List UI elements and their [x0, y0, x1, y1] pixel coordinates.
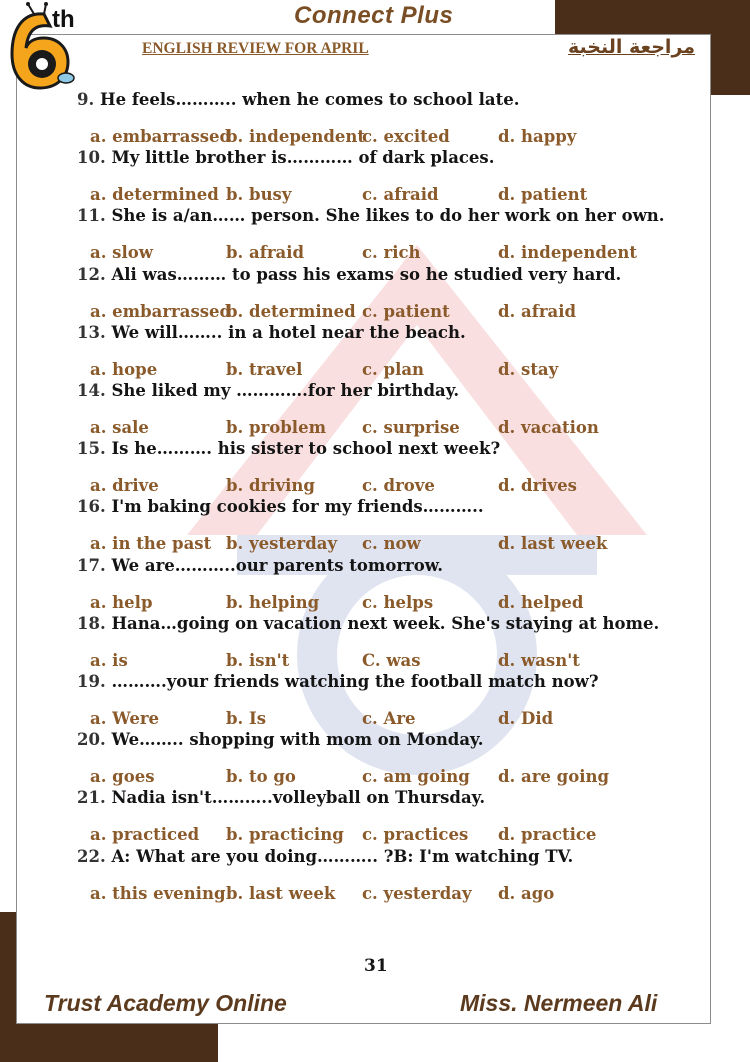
- question-number: 22.: [77, 846, 106, 866]
- question-text: [77, 497, 484, 516]
- answer-option: d. stay: [498, 359, 559, 379]
- answer-option: d. patient: [498, 185, 588, 205]
- answer-options: [90, 884, 650, 906]
- answer-option: b. Is: [226, 709, 267, 728]
- question-prompt: He feels……….. when he comes to school late.: [99, 90, 520, 109]
- question-prompt: Hana…going on vacation next week. She's staying at home.: [111, 613, 660, 633]
- answer-option: c. patient: [362, 301, 450, 321]
- answer-option: a. sale: [90, 418, 149, 437]
- answer-options: [90, 127, 650, 149]
- question-prompt: I'm baking cookies for my friends………..: [111, 497, 484, 517]
- answer-options: [90, 767, 650, 789]
- answer-option: d. happy: [498, 127, 577, 146]
- answer-option: a. slow: [90, 243, 153, 263]
- answer-options: [90, 709, 650, 731]
- question-text: [77, 556, 443, 575]
- answer-option: d. Did: [498, 709, 554, 728]
- question-number: 21.: [77, 788, 106, 808]
- answer-option: b. helping: [226, 592, 320, 612]
- answer-option: d. last week: [498, 534, 608, 554]
- answer-option: a. determined: [90, 185, 219, 205]
- answer-option: c. plan: [362, 359, 425, 379]
- question-number: 15.: [77, 439, 106, 459]
- answer-option: a. embarrassed: [90, 127, 232, 146]
- answer-options: [90, 418, 650, 440]
- brand-title: Connect Plus: [294, 2, 454, 29]
- answer-option: c. excited: [362, 127, 450, 146]
- answer-option: b. afraid: [226, 243, 305, 263]
- answer-option: c. helps: [362, 592, 434, 612]
- question-prompt: We will…….. in a hotel near the beach.: [111, 322, 466, 342]
- answer-option: d. helped: [498, 592, 584, 612]
- answer-option: a. is: [90, 650, 128, 670]
- answer-option: c. now: [362, 534, 421, 554]
- footer-teacher: Miss. Nermeen Ali: [460, 990, 658, 1016]
- answer-options: [90, 593, 650, 615]
- answer-option: c. practices: [362, 825, 469, 845]
- question-number: 17.: [77, 555, 106, 575]
- answer-option: a. this evening: [90, 883, 226, 903]
- answer-option: a. hope: [90, 359, 158, 379]
- answer-option: c. am going: [362, 767, 470, 787]
- answer-option: b. last week: [226, 883, 336, 903]
- question-text: [77, 730, 483, 749]
- answer-option: d. vacation: [498, 418, 599, 437]
- grade-label: th: [52, 6, 75, 33]
- answer-option: a. Were: [90, 709, 160, 728]
- answer-option: a. goes: [90, 767, 155, 787]
- question-prompt: ……….your friends watching the football match now?: [111, 672, 599, 691]
- answer-option: b. yesterday: [226, 534, 338, 554]
- answer-option: d. ago: [498, 883, 555, 903]
- answer-option: b. busy: [226, 185, 292, 205]
- question-text: [77, 148, 494, 167]
- question-number: 16.: [77, 497, 106, 517]
- question-number: 19.: [77, 672, 106, 691]
- answer-option: b. driving: [226, 476, 315, 496]
- answer-option: d. are going: [498, 767, 609, 787]
- question-number: 10.: [77, 148, 106, 168]
- question-text: [77, 206, 665, 225]
- answer-option: d. wasn't: [498, 650, 580, 670]
- answer-option: d. drives: [498, 476, 577, 496]
- answer-options: [90, 476, 650, 498]
- footer-academy: Trust Academy Online: [44, 990, 287, 1016]
- question-prompt: She is a/an…… person. She likes to do her work on her own.: [111, 206, 665, 226]
- question-text: [77, 265, 621, 284]
- answer-option: b. isn't: [226, 650, 290, 670]
- question-number: 14.: [77, 381, 106, 400]
- answer-option: c. rich: [362, 243, 421, 263]
- answer-option: d. practice: [498, 825, 597, 845]
- answer-option: a. drive: [90, 476, 159, 496]
- answer-options: [90, 185, 650, 207]
- question-number: 11.: [77, 206, 106, 226]
- question-prompt: Ali was……… to pass his exams so he studied very hard.: [111, 264, 622, 284]
- question-number: 20.: [77, 730, 106, 750]
- question-text: [77, 788, 485, 807]
- question-text: [77, 381, 459, 400]
- page-number: 31: [364, 956, 388, 976]
- question-text: [77, 90, 519, 109]
- answer-option: C. was: [362, 650, 421, 670]
- question-prompt: My little brother is………… of dark places.: [111, 148, 495, 168]
- answer-option: d. independent: [498, 243, 638, 263]
- question-number: 13.: [77, 322, 106, 342]
- question-number: 12.: [77, 264, 106, 284]
- answer-option: a. in the past: [90, 534, 212, 554]
- answer-options: [90, 360, 650, 382]
- question-text: [77, 323, 466, 342]
- answer-option: c. Are: [362, 709, 416, 728]
- answer-option: c. surprise: [362, 418, 460, 437]
- answer-option: b. to go: [226, 767, 296, 787]
- answer-options: [90, 243, 650, 265]
- answer-option: c. drove: [362, 476, 435, 496]
- answer-options: [90, 651, 650, 673]
- question-prompt: We…….. shopping with mom on Monday.: [111, 730, 484, 750]
- answer-options: [90, 534, 650, 556]
- answer-option: b. travel: [226, 359, 303, 379]
- question-prompt: Is he………. his sister to school next week?: [111, 439, 501, 459]
- question-text: [77, 847, 573, 866]
- arabic-review-tag: مراجعة النخبة: [568, 36, 696, 58]
- answer-option: d. afraid: [498, 301, 577, 321]
- question-prompt: She liked my ………….for her birthday.: [111, 381, 460, 400]
- answer-option: a. embarrassed: [90, 301, 232, 321]
- question-text: [77, 672, 599, 691]
- question-text: [77, 614, 659, 633]
- answer-options: [90, 302, 650, 324]
- question-prompt: We are………..our parents tomorrow.: [111, 555, 444, 575]
- answer-option: c. yesterday: [362, 883, 472, 903]
- answer-option: b. problem: [226, 418, 327, 437]
- answer-options: [90, 825, 650, 847]
- question-prompt: Nadia isn't………..volleyball on Thursday.: [111, 788, 486, 808]
- question-number: 9.: [77, 90, 95, 109]
- answer-option: b. independent: [226, 127, 366, 146]
- answer-option: b. practicing: [226, 825, 344, 845]
- question-prompt: A: What are you doing……….. ?B: I'm watching TV.: [111, 846, 574, 866]
- answer-option: a. help: [90, 592, 153, 612]
- answer-option: a. practiced: [90, 825, 200, 845]
- question-number: 18.: [77, 613, 106, 633]
- question-text: [77, 439, 500, 458]
- worksheet-page: [16, 34, 711, 1024]
- worksheet-subtitle: ENGLISH REVIEW FOR APRIL: [142, 40, 369, 57]
- answer-option: b. determined: [226, 301, 356, 321]
- answer-option: c. afraid: [362, 185, 439, 205]
